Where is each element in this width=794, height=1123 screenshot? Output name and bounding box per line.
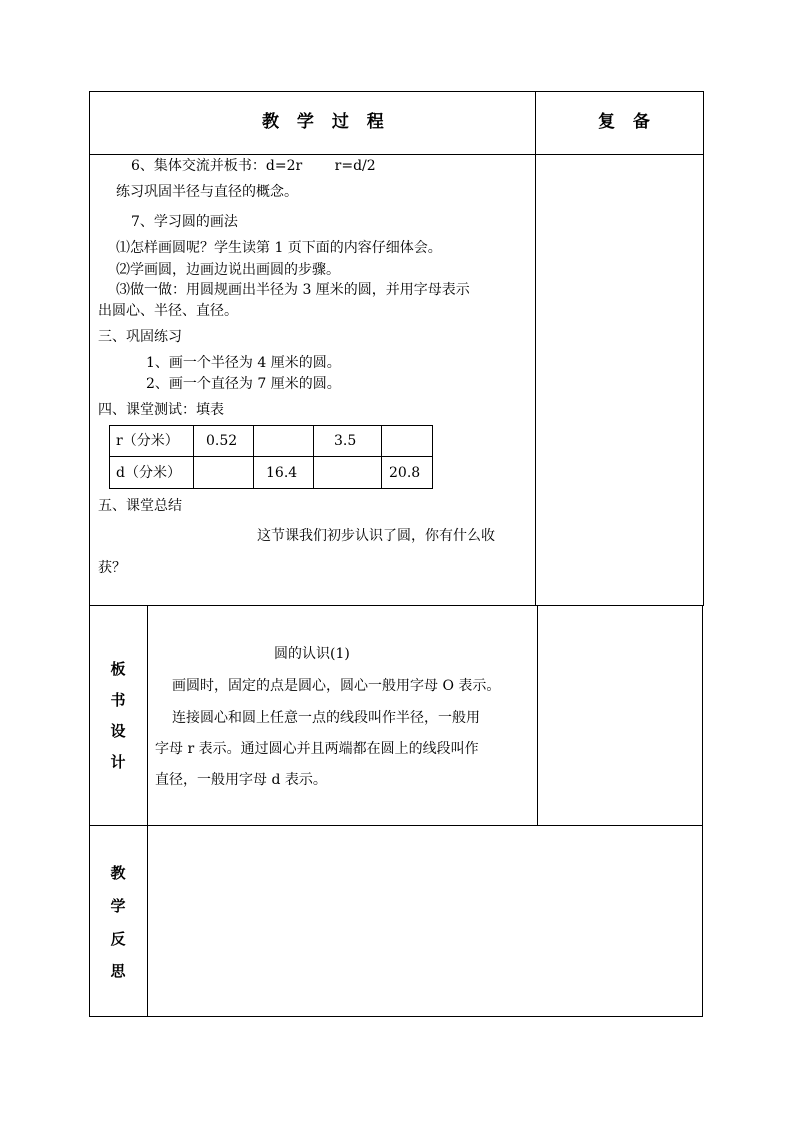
table-left-border [89, 91, 90, 1017]
process-right-divider [535, 91, 536, 606]
section4-title: 四、课堂测试：填表 [98, 402, 224, 418]
table-cell: 3.5 [334, 433, 357, 449]
table-bottom-border [89, 1016, 703, 1017]
process-bottom-border [89, 605, 704, 606]
item7-step1: ⑴怎样画圆呢？学生读第 1 页下面的内容仔细体会。 [116, 240, 442, 256]
board-line2: 连接圆心和圆上任意一点的线段叫作半径，一般用 [172, 710, 480, 726]
reflection-label-1: 教 [110, 864, 126, 882]
item7-step3-line2: 出圆心、半径、直径。 [98, 303, 238, 319]
board-label-1: 板 [110, 660, 126, 678]
board-title: 圆的认识(1) [274, 646, 350, 662]
section3-title: 三、巩固练习 [98, 329, 182, 345]
exercise-1: 1、画一个半径为 4 厘米的圆。 [146, 355, 341, 371]
summary-line1: 这节课我们初步认识了圆，你有什么收 [257, 528, 495, 544]
table-cell: 16.4 [266, 465, 298, 481]
reflection-content-area[interactable] [148, 826, 702, 1016]
reflection-label-2: 学 [110, 897, 126, 915]
board-line4: 直径，一般用字母 d 表示。 [155, 772, 327, 788]
reflection-label-3: 反 [110, 930, 126, 948]
prep-header: 复 备 [598, 112, 656, 132]
section5-title: 五、课堂总结 [98, 498, 182, 514]
exercise-2: 2、画一个直径为 7 厘米的圆。 [146, 376, 341, 392]
board-label-3: 设 [110, 722, 126, 740]
item7-title: 7、学习圆的画法 [131, 214, 238, 230]
board-right-divider [537, 605, 538, 826]
table-cell: d（分米） [116, 465, 181, 481]
board-label-2: 书 [110, 691, 126, 709]
table-right-border-upper [703, 91, 704, 606]
table-top-border [89, 91, 704, 92]
item6-note: 练习巩固半径与直径的概念。 [116, 184, 298, 200]
summary-line2: 获？ [98, 560, 126, 576]
reflection-label-4: 思 [110, 962, 126, 980]
table-cell: 20.8 [389, 465, 421, 481]
board-line1: 画圆时，固定的点是圆心，圆心一般用字母 O 表示。 [172, 678, 501, 694]
item7-step3-line1: ⑶做一做：用圆规画出半径为 3 厘米的圆，并用字母表示 [116, 282, 470, 298]
board-label-4: 计 [110, 753, 126, 771]
process-header: 教 学 过 程 [262, 112, 390, 132]
table-right-border-lower [702, 605, 703, 1017]
board-line3: 字母 r 表示。通过圆心并且两端都在圆上的线段叫作 [155, 741, 479, 757]
item6-text: 6、集体交流并板书：d=2r r=d/2 [131, 158, 376, 174]
header-bottom-border [89, 154, 704, 155]
table-cell: r（分米） [116, 433, 179, 449]
table-cell: 0.52 [206, 433, 238, 449]
item7-step2: ⑵学画圆，边画边说出画圆的步骤。 [116, 262, 340, 278]
